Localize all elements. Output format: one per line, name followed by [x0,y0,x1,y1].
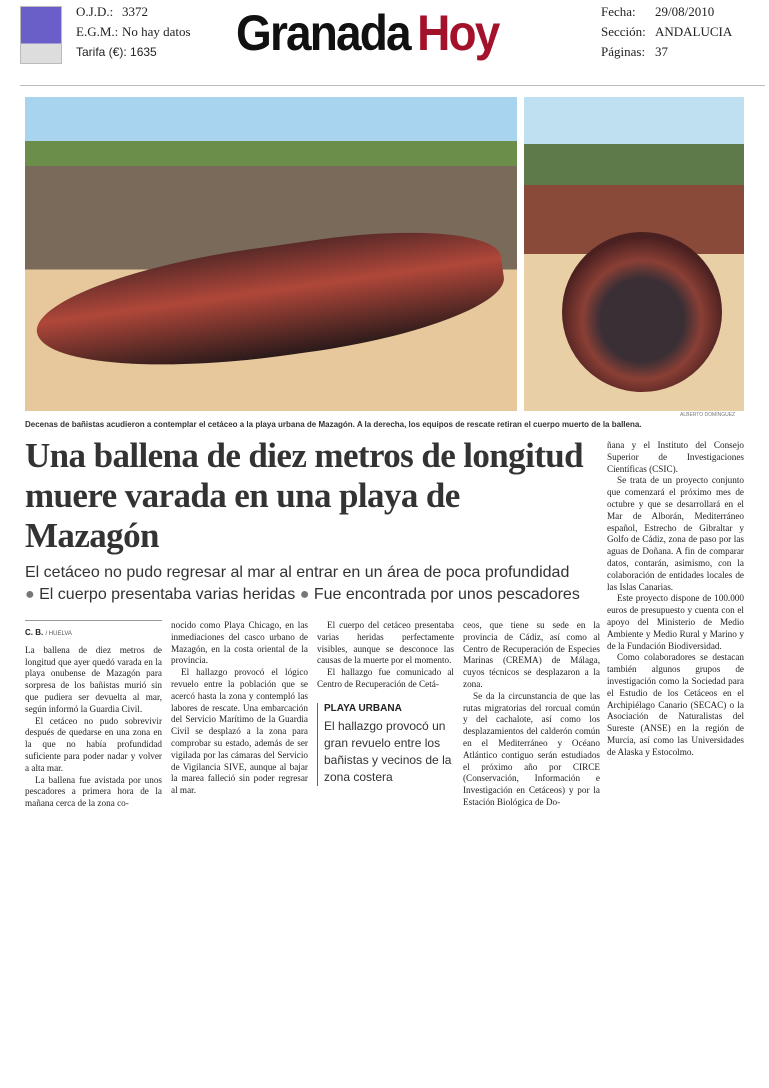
paginas-value: 37 [655,44,668,59]
subheadline [25,562,600,606]
newspaper-logo: Granada Hoy [236,5,499,61]
pull-quote-text: El hallazgo provocó un gran revuelo entre los bañistas y vecinos de la zona costera [324,718,452,784]
pull-quote-title: PLAYA URBANA [324,702,402,714]
byline: C. B. / HUELVA [25,628,72,637]
subhead-item: Fue encontrada por unos pescadores [313,586,580,603]
paragraph: ceos, que tiene su sede en la provincia de Cádiz, así como al Centro de Recuperación de Especies Marinas (CREMA) de Málaga, cuyos técnicos se desplazaron a la zona. [463,620,600,689]
article-column-3 [317,620,454,810]
paragraph: ñana y el Instituto del Consejo Superior de Investigaciones Científicas (CSIC). [607,440,744,474]
whale-head-shape [562,232,722,392]
paragraph: Este proyecto dispone de 100.000 euros de presupuesto y cuenta con el apoyo del Ministerio de Medio Ambiente y Medio Rural y Marino y de la Fundación Biodiversidad. [607,593,744,651]
paragraph: La ballena fue avistada por unos pescadores a primera hora de la mañana cerca de la zona co- [25,774,162,809]
paragraph: Como colaboradores se destacan también algunos grupos de investigación como la Sociedad para el Estudio de los Cetáceos en el Archipiélago Canario (SECAC) o la Asociación de Naturalistas del Sureste (ANSE) en la región de Murcia, así como las Universidades de Alaska y Estocolmo. [607,652,744,757]
beach-whale-photo [25,97,517,411]
article-column-1 [25,620,162,810]
article-columns [25,620,600,810]
whale-shape [30,215,511,389]
pull-quote [317,703,454,786]
seccion-label: Sección: [601,24,646,39]
paragraph: El hallazgo provocó el lógico revuelo entre la población que se acercó hasta la zona y contempló las labores de rescate. Una embarcación del Servicio Marítimo de la Guardia Civil se desplazó a la zona para comprobar su estado, además de ser vigilada por las cámaras del Servicio de Vigilancia SIVE, aunque al bajar la marea falleció sin poder regresar al mar. [171,667,308,796]
ojd-value: 3372 [122,4,148,19]
seccion-value: ANDALUCIA [655,24,733,39]
paragraph: El cuerpo del cetáceo presentaba varias heridas perfectamente visibles, aunque se desconoce las causas de la muerte por el momento. [317,620,454,666]
page-thumbnail [20,6,62,64]
article-main [25,436,600,810]
fecha-value: 29/08/2010 [655,4,715,19]
ojd-label: O.J.D.: [76,4,114,19]
subhead-item: El cuerpo presentaba varias heridas [39,586,296,603]
paragraph: nocido como Playa Chicago, en las inmediaciones del casco urbano de Mazagón, en la costa oriental de la provincia. [171,620,308,666]
header-left-meta [76,2,191,62]
paragraph: Se trata de un proyecto conjunto que comenzará el próximo mes de octubre y que se desarrollará en el Mar de Alborán, Mediterráneo español, Estrecho de Gibraltar y Golfo de Cádiz, zona de paso por las aguas de Doñana. A fin de comparar datos, contarán, asimismo, con la colaboración de entidades locales de las Islas Canarias. [607,475,744,592]
photo-caption: Decenas de bañistas acudieron a contemplar el cetáceo a la playa urbana de Mazagón. A la derecha, los equipos de rescate retiran el cuerpo muerto de la ballena. [25,420,642,429]
tarifa-label: Tarifa (€): [76,45,127,59]
photo-credit: ALBERTO DOMÍNGUEZ [680,412,736,418]
paragraph: El cetáceo no pudo sobrevivir después de quedarse en una zona en la que no había profundidad suficiente para poder nadar y volver a alta mar. [25,715,162,773]
article-column-4 [463,620,600,810]
fecha-label: Fecha: [601,4,636,19]
article-column-2 [171,620,308,810]
paragraph: La ballena de diez metros de longitud que ayer quedó varada en la playa onubense de Mazagón para sorpresa de los bañistas murió sin que pudiera ser devuelta al mar, según informó la Guardia Civil. [25,644,162,714]
paragraph: Se da la circunstancia de que las rutas migratorias del rorcual común y del cachalote, así como los desplazamientos del calderón común en el Mediterráneo y Océano Atlántico contiguo serán estudiados el próximo año por CIRCE (Conservación, Información e Investigación en Cetáceos) y por la Estación Biológica de Do- [463,690,600,807]
paragraph: El hallazgo fue comunicado al Centro de Recuperación de Cetá- [317,667,454,689]
bullet-icon: ● [299,586,310,603]
subhead-line: El cetáceo no pudo regresar al mar al entrar en un área de poca profundidad [25,564,570,581]
paginas-label: Páginas: [601,44,646,59]
egm-value: No hay datos [122,24,191,39]
headline: Una ballena de diez metros de longitud muere varada en una playa de Mazagón [25,436,583,555]
header-right-meta [601,2,732,62]
header-divider [20,85,765,86]
bullet-icon: ● [25,586,35,603]
rescue-photo [524,97,744,411]
egm-label: E.G.M.: [76,24,119,39]
tarifa-value: 1635 [130,45,157,59]
article-column-5 [607,440,744,759]
